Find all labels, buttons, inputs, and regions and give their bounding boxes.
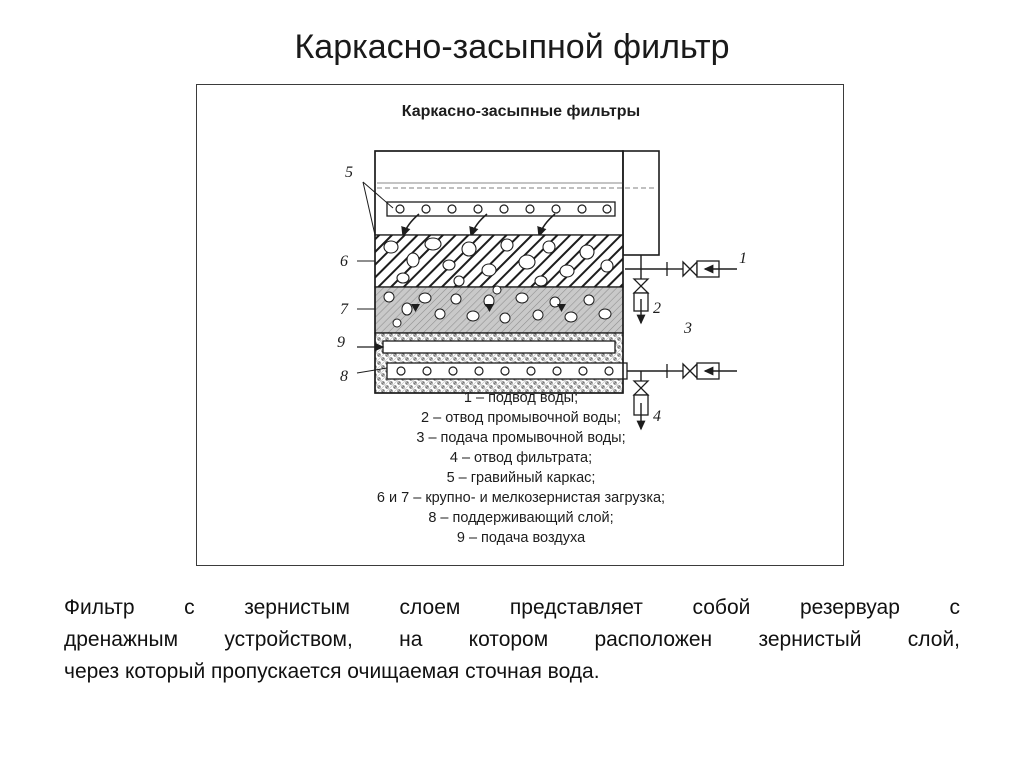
figure-container [196, 84, 844, 566]
callout-9: 9 [337, 334, 345, 351]
description-line: через который пропускается очищаемая сточная вода. [64, 660, 600, 683]
legend-item: 3 – подача промывочной воды; [416, 430, 626, 446]
legend-item: 5 – гравийный каркас; [446, 470, 596, 486]
callout-4: 4 [653, 408, 661, 425]
figure-caption: Каркасно-засыпные фильтры [401, 103, 641, 120]
legend-item: 8 – поддерживающий слой; [428, 510, 614, 526]
description-line: дренажным устройством, на котором расположен зернистый слой, [64, 628, 960, 651]
legend-item: 6 и 7 – крупно- и мелкозернистая загрузка; [376, 490, 666, 506]
callout-8: 8 [340, 368, 348, 385]
callout-1: 1 [739, 250, 747, 267]
callout-5: 5 [345, 164, 353, 181]
description-paragraph [64, 592, 960, 688]
legend-item: 1 – подвод воды; [463, 390, 579, 406]
callout-2: 2 [653, 300, 661, 317]
figure-legend [197, 388, 845, 548]
callout-7: 7 [340, 301, 348, 318]
legend-item: 2 – отвод промывочной воды; [421, 410, 621, 426]
callout-6: 6 [340, 253, 348, 270]
callout-3: 3 [684, 320, 692, 337]
page-title: Каркасно-засыпной фильтр [294, 28, 730, 66]
legend-item: 9 – подача воздуха [456, 530, 586, 546]
legend-item: 4 – отвод фильтрата; [449, 450, 593, 466]
description-line: Фильтр с зернистым слоем представляет собой резервуар с [64, 596, 960, 619]
